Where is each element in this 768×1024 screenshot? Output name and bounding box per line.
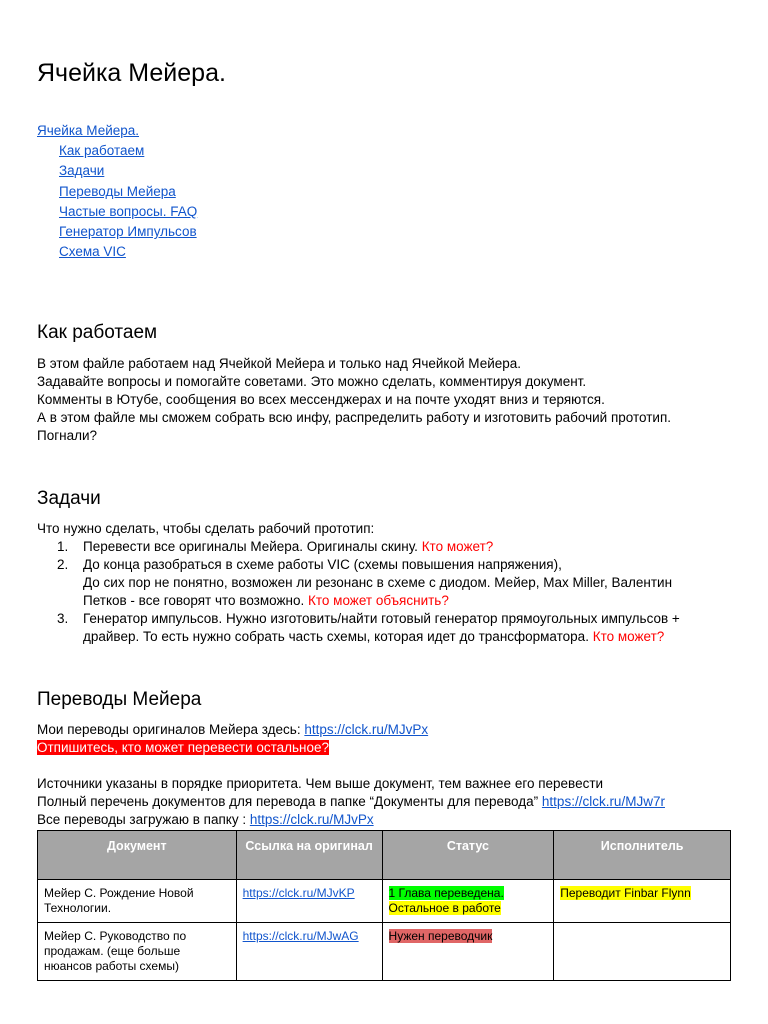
translations-link[interactable]: https://clck.ru/MJvPx — [304, 722, 429, 737]
toc-link-faq[interactable]: Частые вопросы. FAQ — [59, 203, 198, 219]
translations-section — [37, 721, 731, 829]
task-text: драйвер. То есть нужно собрать часть схемы, которая идет до трансформатора. — [83, 629, 589, 644]
text-line: В этом файле работаем над Ячейкой Мейера и только над Ячейкой Мейера. — [37, 356, 522, 371]
full-list-text: Полный перечень документов для перевода в папке “Документы для перевода” — [37, 794, 539, 809]
task-text: Генератор импульсов. Нужно изготовить/найти готовый генератор прямоугольных импульсов + — [83, 611, 680, 626]
toc-link-how[interactable]: Как работаем — [59, 143, 145, 159]
original-link[interactable]: https://clck.ru/MJvKP — [242, 886, 355, 900]
status-highlight: Остальное в работе — [388, 901, 501, 915]
text-line: Погнали? — [37, 428, 98, 443]
document-title: Ячейка Мейера. — [37, 59, 226, 87]
call-to-action: Отпишитесь, кто может перевести остальное? — [37, 740, 330, 755]
tasks-list — [37, 538, 731, 646]
upload-text: Все переводы загружаю в папку : — [37, 812, 247, 827]
cell-link — [236, 923, 382, 981]
list-number: 1. — [57, 539, 69, 554]
tasks-section — [37, 520, 731, 646]
cell-executor — [554, 880, 731, 923]
list-item — [37, 610, 731, 646]
task-text: Перевести все оригиналы Мейера. Оригиналы скину. — [83, 539, 418, 554]
section-heading-tasks: Задачи — [37, 488, 101, 509]
list-item — [37, 556, 731, 610]
column-header: Документ — [38, 831, 237, 880]
sources-text: Источники указаны в порядке приоритета. Чем выше документ, тем важнее его перевести — [37, 776, 604, 791]
status-highlight: Нужен переводчик — [388, 929, 493, 943]
cell-document: Мейер С. Рождение Новой Технологии. — [38, 880, 237, 923]
text-line: Задавайте вопросы и помогайте советами. Это можно сделать, комментируя документ. — [37, 374, 587, 389]
upload-link[interactable]: https://clck.ru/MJvPx — [249, 812, 374, 827]
table-header-row — [38, 831, 731, 880]
column-header: Ссылка на оригинал — [236, 831, 382, 880]
cell-status — [382, 880, 554, 923]
how-paragraph — [37, 355, 731, 445]
list-number: 3. — [57, 611, 69, 626]
task-question: Кто может? — [592, 629, 665, 644]
executor-highlight: Переводит Finbar Flynn — [560, 886, 691, 900]
text-line: Комменты в Ютубе, сообщения во всех мессенджерах и на почте уходят вниз и теряются. — [37, 392, 605, 407]
toc-link-main[interactable]: Ячейка Мейера. — [37, 123, 140, 138]
translations-text: Мои переводы оригиналов Мейера здесь: — [37, 722, 301, 737]
toc-link-translations[interactable]: Переводы Мейера — [59, 183, 176, 199]
task-text: До конца разобраться в схеме работы VIC (схемы повышения напряжения), — [83, 557, 562, 572]
toc-link-vic[interactable]: Схема VIC — [59, 244, 126, 260]
original-link[interactable]: https://clck.ru/MJwAG — [242, 929, 359, 943]
status-highlight: 1 Глава переведена. — [388, 886, 504, 900]
text-line: А в этом файле мы сможем собрать всю инфу, распределить работу и изготовить рабочий прототип. — [37, 410, 672, 425]
task-text: До сих пор не понятно, возможен ли резонанс в схеме с диодом. Мейер, Max Miller, Валентин — [83, 575, 673, 590]
task-question: Кто может? — [421, 539, 494, 554]
column-header: Исполнитель — [554, 831, 731, 880]
toc-link-tasks[interactable]: Задачи — [59, 163, 105, 179]
table-row — [38, 880, 731, 923]
translations-table — [37, 830, 731, 981]
cell-link — [236, 880, 382, 923]
list-item — [37, 538, 731, 556]
tasks-intro: Что нужно сделать, чтобы сделать рабочий прототип: — [37, 521, 375, 536]
section-heading-how: Как работаем — [37, 322, 158, 343]
toc-link-generator[interactable]: Генератор Импульсов — [59, 224, 197, 240]
table-row — [38, 923, 731, 981]
list-number: 2. — [57, 557, 69, 572]
task-text: Петков - все говорят что возможно. — [83, 593, 305, 608]
section-heading-translations: Переводы Мейера — [37, 689, 202, 710]
full-list-link[interactable]: https://clck.ru/MJw7r — [541, 794, 665, 809]
table-of-contents — [37, 121, 197, 262]
cell-status — [382, 923, 554, 981]
column-header: Статус — [382, 831, 554, 880]
cell-document: Мейер С. Руководство по продажам. (еще больше нюансов работы схемы) — [38, 923, 237, 981]
task-question: Кто может объяснить? — [308, 593, 449, 608]
cell-executor — [554, 923, 731, 981]
